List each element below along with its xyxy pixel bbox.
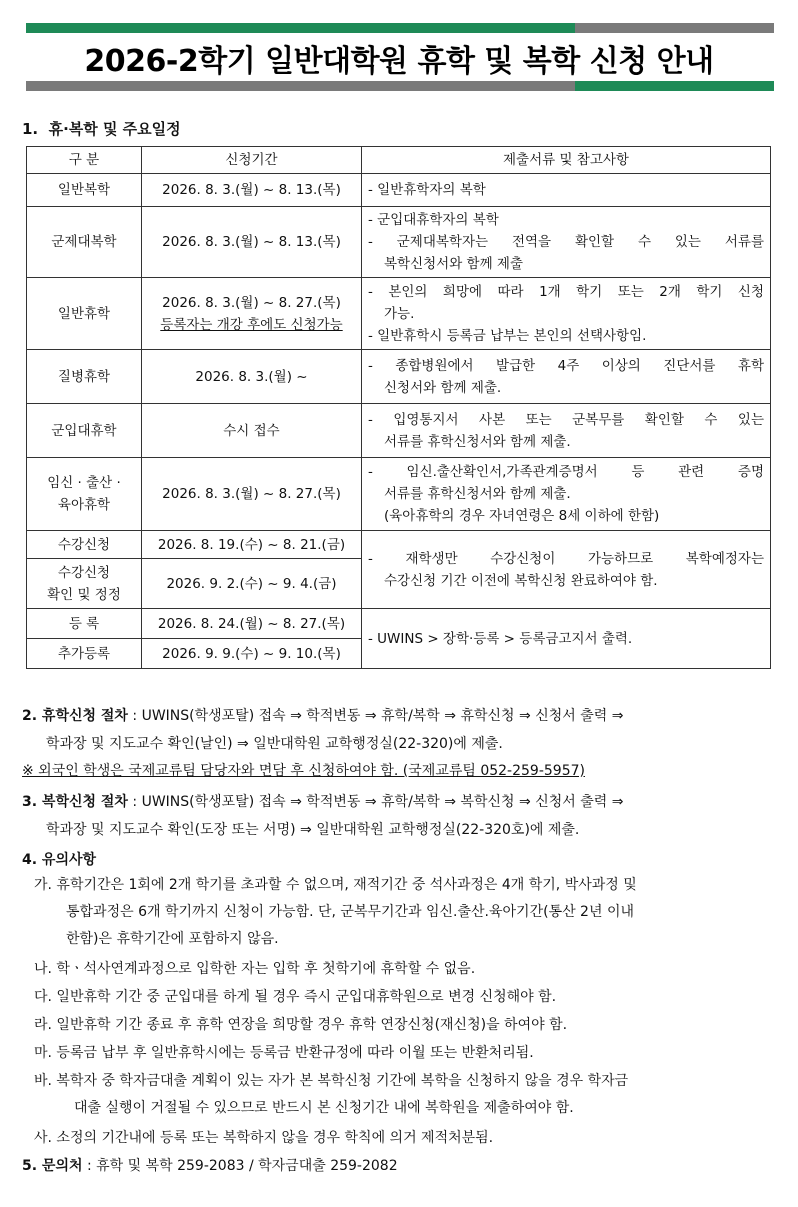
section5 bbox=[22, 1152, 774, 1180]
row-category: 일반휴학 bbox=[27, 278, 142, 350]
row-period: 2026. 9. 9.(수) ~ 9. 10.(목) bbox=[142, 639, 362, 669]
row-period: 수시 접수 bbox=[142, 404, 362, 458]
notice-item: 바. 복학자 중 학자금대출 계획이 있는 자가 본 복학신청 기간에 복학을 신청하지 않을 경우 학자금 대출 실행이 거절될 수 있으므로 반드시 본 신청기간 내에 복학원을 제출하여야 함. bbox=[34, 1073, 629, 1116]
notice-item: 마. 등록금 납부 후 일반휴학시에는 등록금 반환규정에 따라 이월 또는 반환처리됨. bbox=[34, 1045, 534, 1061]
section3-label: 3. 복학신청 절차 bbox=[22, 794, 128, 810]
table-row bbox=[27, 350, 771, 404]
table-row bbox=[27, 174, 771, 207]
header-bar-bottom-green bbox=[575, 81, 774, 91]
row-period: 2026. 9. 2.(수) ~ 9. 4.(금) bbox=[142, 559, 362, 609]
row-desc: - 군입대휴학자의 복학 - 군제대복학자는 전역을 확인할 수 있는 서류를 복학신청서와 함께 제출 bbox=[362, 207, 771, 278]
row-category: 추가등록 bbox=[27, 639, 142, 669]
row-period: 2026. 8. 3.(월) ~ bbox=[142, 350, 362, 404]
row-period: 2026. 8. 3.(월) ~ 8. 13.(목) bbox=[142, 174, 362, 207]
section3 bbox=[22, 788, 774, 844]
row-desc: - 종합병원에서 발급한 4주 이상의 진단서를 휴학 신청서와 함께 제출. bbox=[362, 350, 771, 404]
row-period: 2026. 8. 3.(월) ~ 8. 13.(목) bbox=[142, 207, 362, 278]
notice-item: 라. 일반휴학 기간 종료 후 휴학 연장을 희망할 경우 휴학 연장신청(재신청)을 하여야 함. bbox=[34, 1017, 568, 1033]
row-period: 2026. 8. 19.(수) ~ 8. 21.(금) bbox=[142, 531, 362, 559]
header-bar-top-green bbox=[26, 23, 575, 33]
row-category: 군제대복학 bbox=[27, 207, 142, 278]
foreign-student-note: ※ 외국인 학생은 국제교류팀 담당자와 면담 후 신청하여야 함. (국제교류팀 052-259-5957) bbox=[22, 763, 585, 779]
table-row bbox=[27, 404, 771, 458]
period-note: 등록자는 개강 후에도 신청가능 bbox=[160, 316, 343, 333]
notice-item: 다. 일반휴학 기간 중 군입대를 하게 될 경우 즉시 군입대휴학원으로 변경 신청해야 함. bbox=[34, 989, 557, 1005]
section2 bbox=[22, 702, 774, 758]
header-desc: 제출서류 및 참고사항 bbox=[362, 147, 771, 174]
row-category: 질병휴학 bbox=[27, 350, 142, 404]
table-header-row bbox=[27, 147, 771, 174]
table-row bbox=[27, 609, 771, 639]
table-row bbox=[27, 278, 771, 350]
row-period: 2026. 8. 3.(월) ~ 8. 27.(목) bbox=[142, 458, 362, 531]
row-desc: - 본인의 희망에 따라 1개 학기 또는 2개 학기 신청 가능. - 일반휴학시 등록금 납부는 본인의 선택사항임. bbox=[362, 278, 771, 350]
schedule-table bbox=[26, 146, 771, 669]
section2-line2: 학과장 및 지도교수 확인(날인) ⇒ 일반대학원 교학행정실(22-320)에 제출. bbox=[46, 736, 503, 752]
row-desc: - 일반휴학자의 복학 bbox=[362, 174, 771, 207]
row-category: 등 록 bbox=[27, 609, 142, 639]
notice-item: 가. 휴학기간은 1회에 2개 학기를 초과할 수 없으며, 재적기간 중 석사과정은 4개 학기, 박사과정 및 통합과정은 6개 학기까지 신청이 가능함. 단, 군복무기간과 임신.출산.육아기간(통산 2년 이내 한함)은 휴학기간에 포함하지 않음. bbox=[34, 877, 637, 947]
section3-line2: 학과장 및 지도교수 확인(도장 또는 서명) ⇒ 일반대학원 교학행정실(22-320호)에 제출. bbox=[46, 822, 580, 838]
section4-heading: 4. 유의사항 bbox=[22, 852, 97, 868]
notice-item: 나. 학ㆍ석사연계과정으로 입학한 자는 입학 후 첫학기에 휴학할 수 없음. bbox=[34, 961, 476, 977]
row-desc-merged-course: - 재학생만 수강신청이 가능하므로 복학예정자는 수강신청 기간 이전에 복학신청 완료하여야 함. bbox=[362, 531, 771, 609]
row-category: 일반복학 bbox=[27, 174, 142, 207]
section1-heading: 1. 휴·복학 및 주요일정 bbox=[22, 120, 181, 138]
section2-label: 2. 휴학신청 절차 bbox=[22, 708, 128, 724]
row-category: 임신 · 출산 · 육아휴학 bbox=[27, 458, 142, 531]
row-period: 2026. 8. 24.(월) ~ 8. 27.(목) bbox=[142, 609, 362, 639]
notice-item: 사. 소정의 기간내에 등록 또는 복학하지 않을 경우 학칙에 의거 제적처분됨. bbox=[34, 1130, 494, 1146]
row-category: 군입대휴학 bbox=[27, 404, 142, 458]
row-period: 2026. 8. 3.(월) ~ 8. 27.(목) 등록자는 개강 후에도 신청가능 bbox=[142, 278, 362, 350]
page-title: 2026-2학기 일반대학원 휴학 및 복학 신청 안내 bbox=[84, 44, 714, 79]
row-category: 수강신청 확인 및 정정 bbox=[27, 559, 142, 609]
header-bar-top-gray bbox=[575, 23, 774, 33]
table-row bbox=[27, 531, 771, 559]
header-bar-bottom-gray bbox=[26, 81, 575, 91]
table-row bbox=[27, 207, 771, 278]
row-desc: - 입영통지서 사본 또는 군복무를 확인할 수 있는 서류를 휴학신청서와 함께 제출. bbox=[362, 404, 771, 458]
row-desc: - 임신.출산확인서,가족관계증명서 등 관련 증명 서류를 휴학신청서와 함께 제출. (육아휴학의 경우 자녀연령은 8세 이하에 한함) bbox=[362, 458, 771, 531]
header-period: 신청기간 bbox=[142, 147, 362, 174]
row-category: 수강신청 bbox=[27, 531, 142, 559]
header-category: 구 분 bbox=[27, 147, 142, 174]
row-desc-merged-reg: - UWINS > 장학·등록 > 등록금고지서 출력. bbox=[362, 609, 771, 669]
section5-text: : 휴학 및 복학 259-2083 / 학자금대출 259-2082 bbox=[82, 1158, 398, 1174]
section2-line1: : UWINS(학생포탈) 접속 ⇒ 학적변동 ⇒ 휴학/복학 ⇒ 휴학신청 ⇒ 신청서 출력 ⇒ bbox=[127, 708, 624, 724]
table-row bbox=[27, 458, 771, 531]
section3-line1: : UWINS(학생포탈) 접속 ⇒ 학적변동 ⇒ 휴학/복학 ⇒ 복학신청 ⇒ 신청서 출력 ⇒ bbox=[127, 794, 624, 810]
section5-label: 5. 문의처 bbox=[22, 1158, 83, 1174]
